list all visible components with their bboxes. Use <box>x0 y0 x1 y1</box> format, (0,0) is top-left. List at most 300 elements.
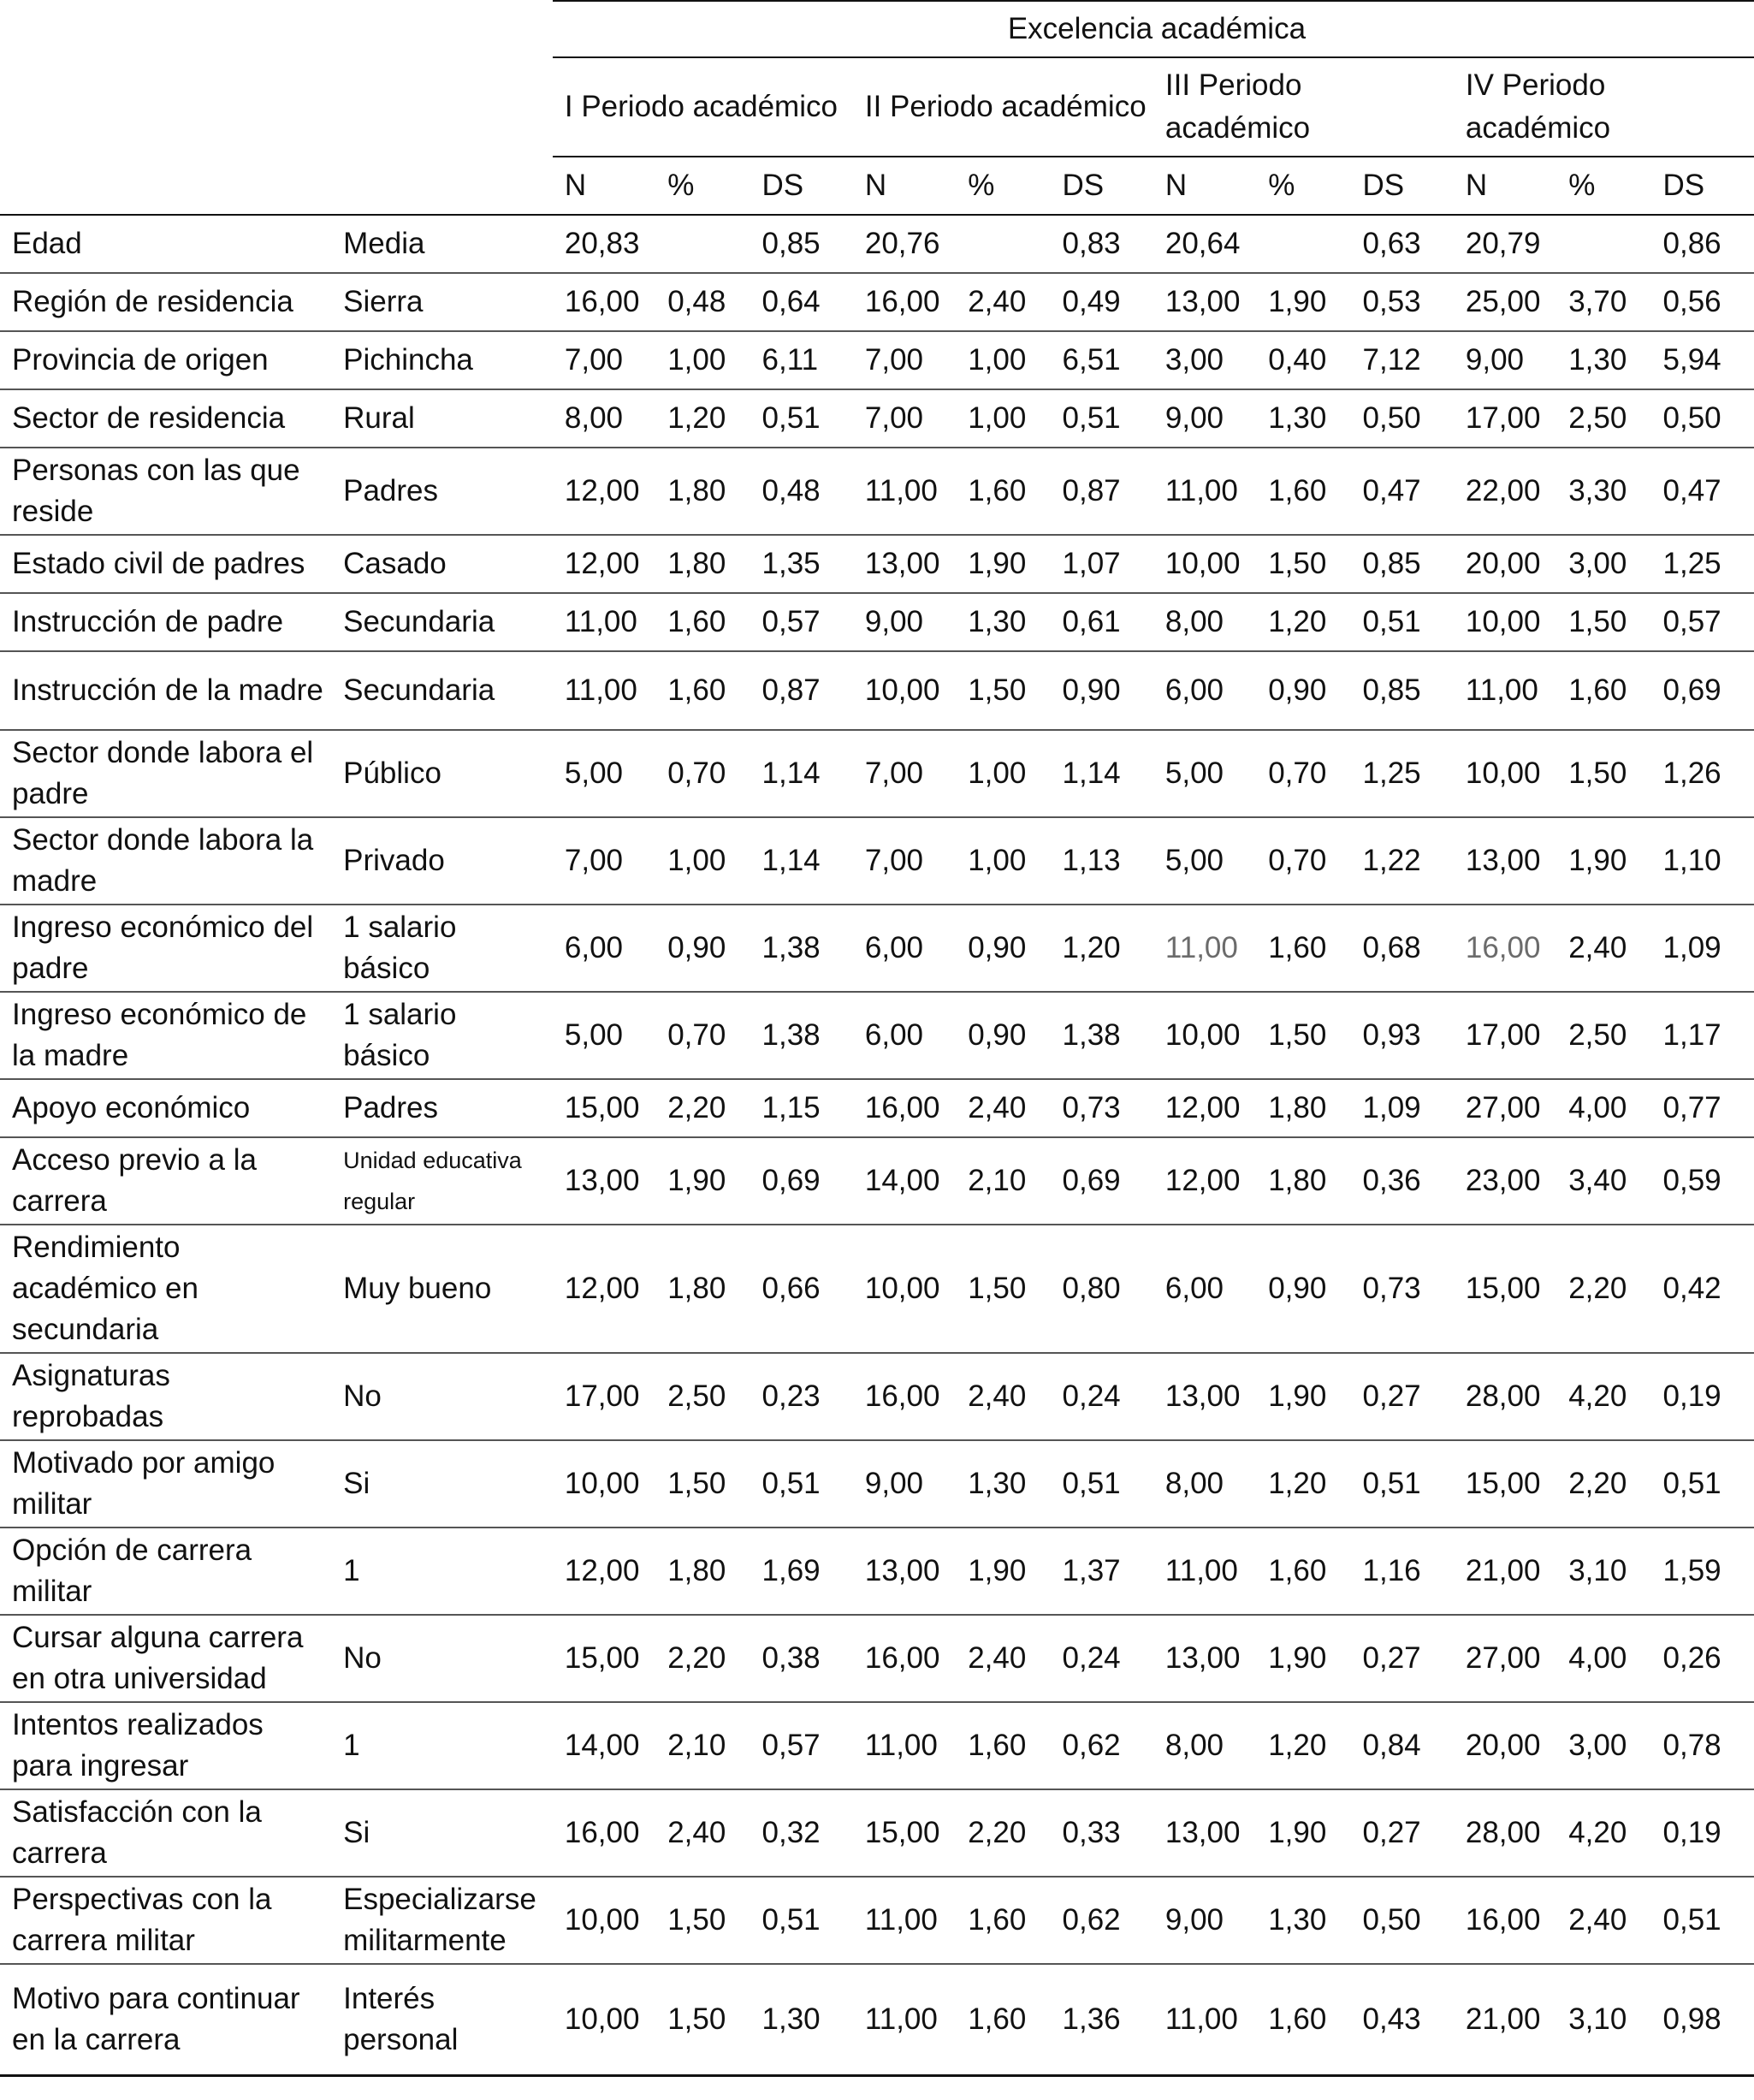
cell-n: 7,00 <box>853 389 956 448</box>
subheader-n: N <box>1454 157 1556 215</box>
cell-ds: 0,51 <box>750 1440 853 1528</box>
row-variable: Motivado por amigo militar <box>0 1440 331 1528</box>
cell-percent: 1,60 <box>1556 651 1650 730</box>
cell-ds: 0,85 <box>750 215 853 273</box>
cell-percent: 1,50 <box>1256 535 1350 593</box>
cell-percent: 1,90 <box>1256 273 1350 331</box>
cell-ds: 1,14 <box>750 730 853 817</box>
subheader-ds: DS <box>1051 157 1153 215</box>
cell-ds: 1,13 <box>1051 817 1153 905</box>
period-header-1: I Periodo académico <box>553 57 853 157</box>
cell-ds: 0,47 <box>1351 448 1454 535</box>
cell-ds: 0,19 <box>1651 1353 1754 1440</box>
cell-n: 10,00 <box>1454 593 1556 651</box>
cell-n: 17,00 <box>1454 389 1556 448</box>
cell-n: 8,00 <box>1153 1702 1256 1789</box>
row-category: Padres <box>331 1079 553 1137</box>
subheader-percent: % <box>956 157 1050 215</box>
cell-n: 13,00 <box>553 1137 655 1225</box>
cell-percent: 1,60 <box>655 651 750 730</box>
cell-n: 14,00 <box>853 1137 956 1225</box>
cell-percent: 4,20 <box>1556 1789 1650 1877</box>
cell-ds: 5,94 <box>1651 331 1754 389</box>
cell-percent: 1,50 <box>1556 593 1650 651</box>
cell-n: 8,00 <box>553 389 655 448</box>
cell-percent: 1,60 <box>1256 905 1350 992</box>
cell-n: 16,00 <box>853 1079 956 1137</box>
cell-ds: 0,59 <box>1651 1137 1754 1225</box>
cell-percent <box>956 215 1050 273</box>
cell-n: 20,76 <box>853 215 956 273</box>
row-category: 1 <box>331 1702 553 1789</box>
cell-ds: 1,38 <box>750 905 853 992</box>
row-category: Pichincha <box>331 331 553 389</box>
cell-percent: 1,60 <box>655 593 750 651</box>
row-category: Unidad educativa regular <box>331 1137 553 1225</box>
cell-percent: 0,48 <box>655 273 750 331</box>
cell-percent: 2,20 <box>655 1079 750 1137</box>
row-category: Rural <box>331 389 553 448</box>
cell-ds: 1,25 <box>1651 535 1754 593</box>
cell-percent: 1,90 <box>1256 1789 1350 1877</box>
table-row <box>0 535 1754 593</box>
cell-percent: 1,60 <box>956 448 1050 535</box>
cell-n: 7,00 <box>853 331 956 389</box>
table-row <box>0 817 1754 905</box>
cell-n: 17,00 <box>1454 992 1556 1079</box>
cell-ds: 0,77 <box>1651 1079 1754 1137</box>
row-variable: Estado civil de padres <box>0 535 331 593</box>
cell-n: 8,00 <box>1153 1440 1256 1528</box>
table-row <box>0 1789 1754 1877</box>
cell-ds: 1,07 <box>1051 535 1153 593</box>
cell-ds: 0,33 <box>1051 1789 1153 1877</box>
cell-n: 15,00 <box>1454 1225 1556 1353</box>
table-row <box>0 1137 1754 1225</box>
cell-percent: 1,00 <box>956 331 1050 389</box>
cell-percent: 0,70 <box>1256 817 1350 905</box>
cell-percent: 1,90 <box>1256 1353 1350 1440</box>
cell-n: 16,00 <box>853 1353 956 1440</box>
cell-ds: 0,63 <box>1351 215 1454 273</box>
subheader-ds: DS <box>1351 157 1454 215</box>
cell-n: 27,00 <box>1454 1079 1556 1137</box>
row-category: Público <box>331 730 553 817</box>
cell-n: 15,00 <box>853 1789 956 1877</box>
cell-n: 17,00 <box>553 1353 655 1440</box>
subheader-ds: DS <box>750 157 853 215</box>
row-category: No <box>331 1353 553 1440</box>
cell-ds: 0,68 <box>1351 905 1454 992</box>
cell-ds: 1,69 <box>750 1528 853 1615</box>
cell-n: 5,00 <box>1153 730 1256 817</box>
cell-ds: 1,25 <box>1351 730 1454 817</box>
cell-n: 25,00 <box>1454 273 1556 331</box>
cell-ds: 0,73 <box>1351 1225 1454 1353</box>
cell-ds: 1,38 <box>1051 992 1153 1079</box>
cell-percent: 1,60 <box>1256 1528 1350 1615</box>
cell-percent: 1,30 <box>1556 331 1650 389</box>
cell-ds: 0,26 <box>1651 1615 1754 1702</box>
header-blank <box>331 57 553 157</box>
cell-ds: 0,51 <box>1651 1440 1754 1528</box>
row-category: Media <box>331 215 553 273</box>
cell-n: 12,00 <box>1153 1079 1256 1137</box>
cell-ds: 1,15 <box>750 1079 853 1137</box>
cell-percent: 1,80 <box>1256 1079 1350 1137</box>
cell-ds: 0,85 <box>1351 535 1454 593</box>
subheader-percent: % <box>655 157 750 215</box>
cell-n: 14,00 <box>553 1702 655 1789</box>
cell-percent: 1,80 <box>655 1225 750 1353</box>
cell-ds: 0,87 <box>750 651 853 730</box>
cell-ds: 1,09 <box>1351 1079 1454 1137</box>
cell-percent: 2,20 <box>1556 1440 1650 1528</box>
row-variable: Instrucción de padre <box>0 593 331 651</box>
table-body <box>0 215 1754 2076</box>
cell-ds: 0,84 <box>1351 1702 1454 1789</box>
subheader-percent: % <box>1556 157 1650 215</box>
table-row <box>0 331 1754 389</box>
row-category: Secundaria <box>331 651 553 730</box>
cell-percent: 1,20 <box>1256 593 1350 651</box>
row-category: No <box>331 1615 553 1702</box>
cell-ds: 0,98 <box>1651 1964 1754 2076</box>
cell-percent: 1,90 <box>1256 1615 1350 1702</box>
cell-ds: 0,57 <box>750 593 853 651</box>
cell-ds: 0,86 <box>1651 215 1754 273</box>
row-category: 1 salario básico <box>331 992 553 1079</box>
cell-percent: 1,90 <box>956 535 1050 593</box>
cell-ds: 0,78 <box>1651 1702 1754 1789</box>
period-header-2: II Periodo académico <box>853 57 1153 157</box>
header-blank <box>0 1 331 57</box>
row-variable: Rendimiento académico en secundaria <box>0 1225 331 1353</box>
cell-n: 12,00 <box>553 448 655 535</box>
cell-percent: 2,40 <box>1556 905 1650 992</box>
row-variable: Perspectivas con la carrera militar <box>0 1877 331 1964</box>
cell-ds: 0,93 <box>1351 992 1454 1079</box>
cell-percent: 2,50 <box>655 1353 750 1440</box>
cell-percent: 0,90 <box>1256 1225 1350 1353</box>
cell-ds: 0,36 <box>1351 1137 1454 1225</box>
table-row <box>0 215 1754 273</box>
cell-n: 6,00 <box>853 905 956 992</box>
cell-percent: 3,40 <box>1556 1137 1650 1225</box>
cell-percent: 1,60 <box>1256 1964 1350 2076</box>
row-variable: Asignaturas reprobadas <box>0 1353 331 1440</box>
row-variable: Satisfacción con la carrera <box>0 1789 331 1877</box>
cell-ds: 0,48 <box>750 448 853 535</box>
cell-ds: 1,22 <box>1351 817 1454 905</box>
cell-ds: 1,30 <box>750 1964 853 2076</box>
row-variable: Edad <box>0 215 331 273</box>
row-variable: Acceso previo a la carrera <box>0 1137 331 1225</box>
cell-n: 22,00 <box>1454 448 1556 535</box>
cell-n: 9,00 <box>1153 389 1256 448</box>
cell-n: 13,00 <box>1153 273 1256 331</box>
cell-ds: 0,53 <box>1351 273 1454 331</box>
table-row <box>0 1528 1754 1615</box>
cell-ds: 0,51 <box>750 1877 853 1964</box>
cell-n: 12,00 <box>1153 1137 1256 1225</box>
cell-n: 16,00 <box>553 1789 655 1877</box>
cell-n: 10,00 <box>1454 730 1556 817</box>
cell-n: 10,00 <box>1153 535 1256 593</box>
cell-ds: 1,36 <box>1051 1964 1153 2076</box>
cell-n: 12,00 <box>553 535 655 593</box>
cell-n: 10,00 <box>1153 992 1256 1079</box>
cell-n: 21,00 <box>1454 1964 1556 2076</box>
cell-percent: 1,90 <box>956 1528 1050 1615</box>
cell-ds: 0,51 <box>1351 593 1454 651</box>
cell-ds: 1,16 <box>1351 1528 1454 1615</box>
cell-ds: 0,51 <box>750 389 853 448</box>
cell-n: 15,00 <box>1454 1440 1556 1528</box>
cell-percent: 3,00 <box>1556 535 1650 593</box>
row-category: Padres <box>331 448 553 535</box>
cell-ds: 0,51 <box>1351 1440 1454 1528</box>
cell-percent: 2,20 <box>655 1615 750 1702</box>
table-row <box>0 992 1754 1079</box>
cell-ds: 0,50 <box>1651 389 1754 448</box>
row-variable: Provincia de origen <box>0 331 331 389</box>
cell-percent: 1,90 <box>1556 817 1650 905</box>
cell-ds: 0,62 <box>1051 1877 1153 1964</box>
cell-percent: 1,50 <box>655 1440 750 1528</box>
cell-n: 16,00 <box>1454 905 1556 992</box>
cell-percent: 1,90 <box>655 1137 750 1225</box>
cell-ds: 0,73 <box>1051 1079 1153 1137</box>
cell-ds: 6,11 <box>750 331 853 389</box>
cell-n: 7,00 <box>853 817 956 905</box>
cell-percent: 1,60 <box>1256 448 1350 535</box>
cell-n: 16,00 <box>853 273 956 331</box>
cell-percent: 1,50 <box>1256 992 1350 1079</box>
row-variable: Sector donde labora la madre <box>0 817 331 905</box>
subheader-n: N <box>1153 157 1256 215</box>
cell-n: 15,00 <box>553 1615 655 1702</box>
table-row <box>0 1615 1754 1702</box>
cell-n: 13,00 <box>1153 1615 1256 1702</box>
cell-ds: 0,19 <box>1651 1789 1754 1877</box>
row-variable: Intentos realizados para ingresar <box>0 1702 331 1789</box>
table-row <box>0 905 1754 992</box>
cell-n: 28,00 <box>1454 1353 1556 1440</box>
cell-percent: 1,50 <box>1556 730 1650 817</box>
cell-ds: 0,90 <box>1051 651 1153 730</box>
cell-percent: 1,60 <box>956 1702 1050 1789</box>
subheader-n: N <box>553 157 655 215</box>
cell-percent: 4,00 <box>1556 1615 1650 1702</box>
cell-n: 16,00 <box>553 273 655 331</box>
cell-percent: 1,80 <box>655 535 750 593</box>
cell-ds: 0,51 <box>1651 1877 1754 1964</box>
cell-percent: 1,00 <box>655 331 750 389</box>
cell-n: 11,00 <box>1153 448 1256 535</box>
cell-n: 27,00 <box>1454 1615 1556 1702</box>
cell-percent: 1,80 <box>655 1528 750 1615</box>
cell-percent: 0,40 <box>1256 331 1350 389</box>
table-row <box>0 1440 1754 1528</box>
row-category: Muy bueno <box>331 1225 553 1353</box>
table-row <box>0 651 1754 730</box>
cell-ds: 0,51 <box>1051 1440 1153 1528</box>
cell-n: 13,00 <box>1454 817 1556 905</box>
cell-n: 13,00 <box>1153 1353 1256 1440</box>
cell-percent: 1,80 <box>1256 1137 1350 1225</box>
cell-percent: 3,30 <box>1556 448 1650 535</box>
cell-n: 13,00 <box>853 1528 956 1615</box>
cell-n: 9,00 <box>853 1440 956 1528</box>
cell-percent: 2,40 <box>956 1353 1050 1440</box>
cell-n: 6,00 <box>553 905 655 992</box>
cell-ds: 0,24 <box>1051 1615 1153 1702</box>
row-variable: Ingreso económico del padre <box>0 905 331 992</box>
cell-n: 6,00 <box>1153 651 1256 730</box>
cell-ds: 0,24 <box>1051 1353 1153 1440</box>
cell-n: 3,00 <box>1153 331 1256 389</box>
cell-percent: 1,60 <box>956 1964 1050 2076</box>
table-row <box>0 1353 1754 1440</box>
cell-n: 6,00 <box>1153 1225 1256 1353</box>
cell-n: 16,00 <box>853 1615 956 1702</box>
cell-percent: 1,00 <box>655 817 750 905</box>
row-category: Si <box>331 1789 553 1877</box>
cell-ds: 0,42 <box>1651 1225 1754 1353</box>
cell-ds: 0,50 <box>1351 1877 1454 1964</box>
cell-ds: 0,87 <box>1051 448 1153 535</box>
cell-percent: 2,10 <box>956 1137 1050 1225</box>
row-variable: Motivo para continuar en la carrera <box>0 1964 331 2076</box>
cell-ds: 0,61 <box>1051 593 1153 651</box>
cell-percent: 1,50 <box>655 1964 750 2076</box>
cell-n: 10,00 <box>853 651 956 730</box>
table-row <box>0 1964 1754 2076</box>
table-row <box>0 1225 1754 1353</box>
cell-ds: 1,35 <box>750 535 853 593</box>
cell-n: 13,00 <box>1153 1789 1256 1877</box>
cell-n: 11,00 <box>853 448 956 535</box>
row-category: 1 salario básico <box>331 905 553 992</box>
cell-percent: 2,50 <box>1556 992 1650 1079</box>
cell-n: 15,00 <box>553 1079 655 1137</box>
cell-percent: 1,00 <box>956 817 1050 905</box>
cell-n: 9,00 <box>1454 331 1556 389</box>
cell-percent: 4,00 <box>1556 1079 1650 1137</box>
header-blank <box>0 57 331 157</box>
cell-ds: 0,57 <box>1651 593 1754 651</box>
row-variable: Ingreso económico de la madre <box>0 992 331 1079</box>
header-blank <box>331 1 553 57</box>
cell-n: 11,00 <box>1153 1964 1256 2076</box>
cell-n: 11,00 <box>553 593 655 651</box>
cell-n: 10,00 <box>553 1440 655 1528</box>
cell-n: 6,00 <box>853 992 956 1079</box>
row-category: 1 <box>331 1528 553 1615</box>
table-row <box>0 1079 1754 1137</box>
cell-n: 7,00 <box>553 331 655 389</box>
cell-n: 9,00 <box>1153 1877 1256 1964</box>
cell-n: 11,00 <box>1153 905 1256 992</box>
header-blank <box>0 157 331 215</box>
cell-n: 5,00 <box>1153 817 1256 905</box>
row-variable: Opción de carrera militar <box>0 1528 331 1615</box>
cell-ds: 0,83 <box>1051 215 1153 273</box>
cell-percent: 2,40 <box>956 1079 1050 1137</box>
row-variable: Personas con las que reside <box>0 448 331 535</box>
cell-percent: 1,20 <box>655 389 750 448</box>
cell-n: 11,00 <box>853 1964 956 2076</box>
cell-percent <box>655 215 750 273</box>
cell-ds: 0,64 <box>750 273 853 331</box>
cell-n: 16,00 <box>1454 1877 1556 1964</box>
cell-percent: 0,90 <box>655 905 750 992</box>
cell-n: 11,00 <box>553 651 655 730</box>
table-row <box>0 273 1754 331</box>
cell-percent: 1,00 <box>956 730 1050 817</box>
cell-ds: 0,69 <box>1651 651 1754 730</box>
cell-percent: 2,10 <box>655 1702 750 1789</box>
cell-ds: 1,14 <box>1051 730 1153 817</box>
cell-n: 11,00 <box>1153 1528 1256 1615</box>
cell-percent: 3,70 <box>1556 273 1650 331</box>
cell-n: 9,00 <box>853 593 956 651</box>
row-variable: Cursar alguna carrera en otra universidad <box>0 1615 331 1702</box>
cell-percent: 0,90 <box>956 992 1050 1079</box>
cell-ds: 1,09 <box>1651 905 1754 992</box>
table-row <box>0 389 1754 448</box>
cell-percent: 1,20 <box>1256 1702 1350 1789</box>
cell-n: 28,00 <box>1454 1789 1556 1877</box>
cell-n: 11,00 <box>1454 651 1556 730</box>
cell-n: 5,00 <box>553 992 655 1079</box>
cell-n: 11,00 <box>853 1877 956 1964</box>
cell-ds: 1,38 <box>750 992 853 1079</box>
table-row <box>0 448 1754 535</box>
period-header-4: IV Periodo académico <box>1454 57 1754 157</box>
cell-percent: 2,20 <box>956 1789 1050 1877</box>
cell-ds: 0,66 <box>750 1225 853 1353</box>
cell-percent: 0,70 <box>655 730 750 817</box>
cell-percent: 1,80 <box>655 448 750 535</box>
cell-ds: 7,12 <box>1351 331 1454 389</box>
cell-ds: 0,69 <box>750 1137 853 1225</box>
subheader-percent: % <box>1256 157 1350 215</box>
cell-ds: 0,32 <box>750 1789 853 1877</box>
cell-percent: 1,30 <box>1256 1877 1350 1964</box>
period-header-3: III Periodo académico <box>1153 57 1454 157</box>
cell-ds: 0,23 <box>750 1353 853 1440</box>
cell-ds: 1,17 <box>1651 992 1754 1079</box>
cell-n: 20,83 <box>553 215 655 273</box>
cell-ds: 1,26 <box>1651 730 1754 817</box>
group-header: Excelencia académica <box>553 1 1754 57</box>
cell-n: 7,00 <box>853 730 956 817</box>
row-variable: Sector donde labora el padre <box>0 730 331 817</box>
table-row <box>0 1877 1754 1964</box>
row-category: Interés personal <box>331 1964 553 2076</box>
row-category: Especializarse militarmente <box>331 1877 553 1964</box>
row-variable: Instrucción de la madre <box>0 651 331 730</box>
table-row <box>0 593 1754 651</box>
cell-ds: 0,85 <box>1351 651 1454 730</box>
cell-n: 11,00 <box>853 1702 956 1789</box>
cell-ds: 0,27 <box>1351 1789 1454 1877</box>
cell-n: 20,64 <box>1153 215 1256 273</box>
cell-percent: 1,50 <box>956 1225 1050 1353</box>
cell-percent: 1,00 <box>956 389 1050 448</box>
